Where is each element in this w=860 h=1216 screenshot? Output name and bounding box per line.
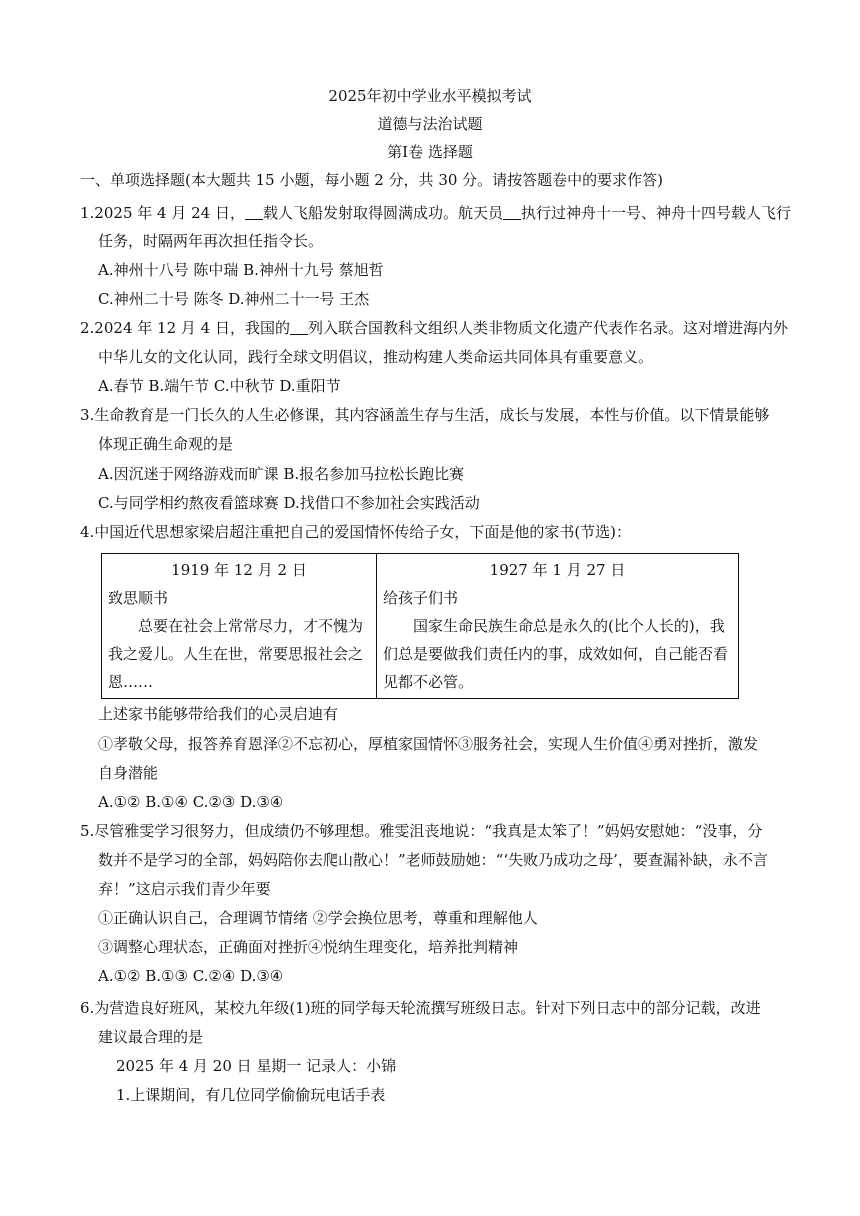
letter-2-body: 国家生命民族生命总是永久的(比个人长的)，我们总是要做我们责任内的事，成效如何，自己能否看见都不必管。 — [383, 617, 729, 691]
q2-options: A.春节 B.端午节 C.中秋节 D.重阳节 — [98, 377, 341, 395]
q5-choices-line2: ③调整心理状态，正确面对挫折④悦纳生理变化，培养批判精神 — [98, 938, 519, 956]
q4-choices-line1: ①孝敬父母，报答养育恩泽②不忘初心，厚植家国情怀③服务社会，实现人生价值④勇对挫折，激发 — [98, 735, 759, 753]
exam-part: 第Ⅰ卷 选择题 — [387, 143, 473, 161]
section-heading: 一、单项选择题(本大题共 15 小题，每小题 2 分，共 30 分。请按答题卷中的要求作答) — [80, 171, 664, 189]
q2-blank — [290, 320, 308, 335]
letters-table — [101, 553, 739, 699]
q1-stem-line2: 任务，时隔两年再次担任指令长。 — [98, 232, 324, 250]
q1-stem-b: 载人飞船发射取得圆满成功。航天员 — [262, 204, 503, 222]
q4-stem: 4.中国近代思想家梁启超注重把自己的爱国情怀传给子女，下面是他的家书(节选)： — [80, 523, 632, 541]
q1-options-cd: C.神州二十号 陈冬 D.神州二十一号 王杰 — [98, 290, 370, 308]
letter-2-date: 1927 年 1 月 27 日 — [489, 561, 626, 579]
q4-options: A.①② B.①④ C.②③ D.③④ — [98, 793, 284, 811]
exam-title: 2025年初中学业水平模拟考试 — [328, 87, 532, 105]
q5-options: A.①② B.①③ C.②④ D.③④ — [98, 967, 284, 985]
q5-stem-line1: 5.尽管雅雯学习很努力，但成绩仍不够理想。雅雯沮丧地说：“我真是太笨了！”妈妈安慰她：“没事，分 — [80, 822, 763, 840]
q6-stem-line1: 6.为营造良好班风，某校九年级(1)班的同学每天轮流撰写班级日志。针对下列日志中的部分记载，改进 — [80, 999, 761, 1017]
q1-stem-a: 1.2025 年 4 月 24 日， — [80, 204, 245, 222]
q6-log-item-1: 1.上课期间，有几位同学偷偷玩电话手表 — [116, 1086, 386, 1104]
letter-2-title: 给孩子们书 — [383, 589, 459, 607]
q1-options-ab: A.神州十八号 陈中瑞 B.神州十九号 蔡旭哲 — [98, 261, 384, 279]
q5-stem-line3: 弃！”这启示我们青少年要 — [98, 880, 271, 898]
q2-stem-b: 列入联合国教科文组织人类非物质文化遗产代表作名录。这对增进海内外 — [307, 319, 788, 337]
letter-2-cell — [377, 554, 739, 699]
q4-question: 上述家书能够带给我们的心灵启迪有 — [98, 705, 339, 723]
q2-stem-line2: 中华儿女的文化认同，践行全球文明倡议，推动构建人类命运共同体具有重要意义。 — [98, 348, 654, 366]
exam-subject: 道德与法治试题 — [377, 115, 483, 133]
q1-blank-1 — [245, 205, 263, 220]
letter-1-body: 总要在社会上常常尽力，才不愧为我之爱儿。人生在世，常要思报社会之恩…… — [108, 617, 364, 691]
q1-blank-2 — [503, 205, 521, 220]
q1-stem-c: 执行过神舟十一号、神舟十四号载人飞行 — [520, 204, 791, 222]
q3-stem-line2: 体现正确生命观的是 — [98, 435, 234, 453]
q1-stem-line1 — [80, 199, 791, 227]
letter-1-date: 1919 年 12 月 2 日 — [171, 561, 307, 579]
q3-options-ab: A.因沉迷于网络游戏而旷课 B.报名参加马拉松长跑比赛 — [98, 465, 465, 483]
q4-choices-line2: 自身潜能 — [98, 764, 159, 782]
q5-choices-line1: ①正确认识自己，合理调节情绪 ②学会换位思考，尊重和理解他人 — [98, 909, 538, 927]
q6-log-header: 2025 年 4 月 20 日 星期一 记录人：小锦 — [116, 1057, 397, 1075]
q6-stem-line2: 建议最合理的是 — [98, 1028, 204, 1046]
q3-stem-line1: 3.生命教育是一门长久的人生必修课，其内容涵盖生存与生活，成长与发展，本性与价值。以下情景能够 — [80, 406, 770, 424]
q2-stem-line1 — [80, 314, 788, 342]
q3-options-cd: C.与同学相约熬夜看篮球赛 D.找借口不参加社会实践活动 — [98, 494, 480, 512]
letter-1-cell — [102, 554, 377, 699]
q5-stem-line2: 数并不是学习的全部，妈妈陪你去爬山散心！”老师鼓励她：“‘失败乃成功之母’，要查漏补缺，永不言 — [98, 851, 768, 869]
q2-stem-a: 2.2024 年 12 月 4 日，我国的 — [80, 319, 290, 337]
letter-1-title: 致思顺书 — [108, 589, 169, 607]
